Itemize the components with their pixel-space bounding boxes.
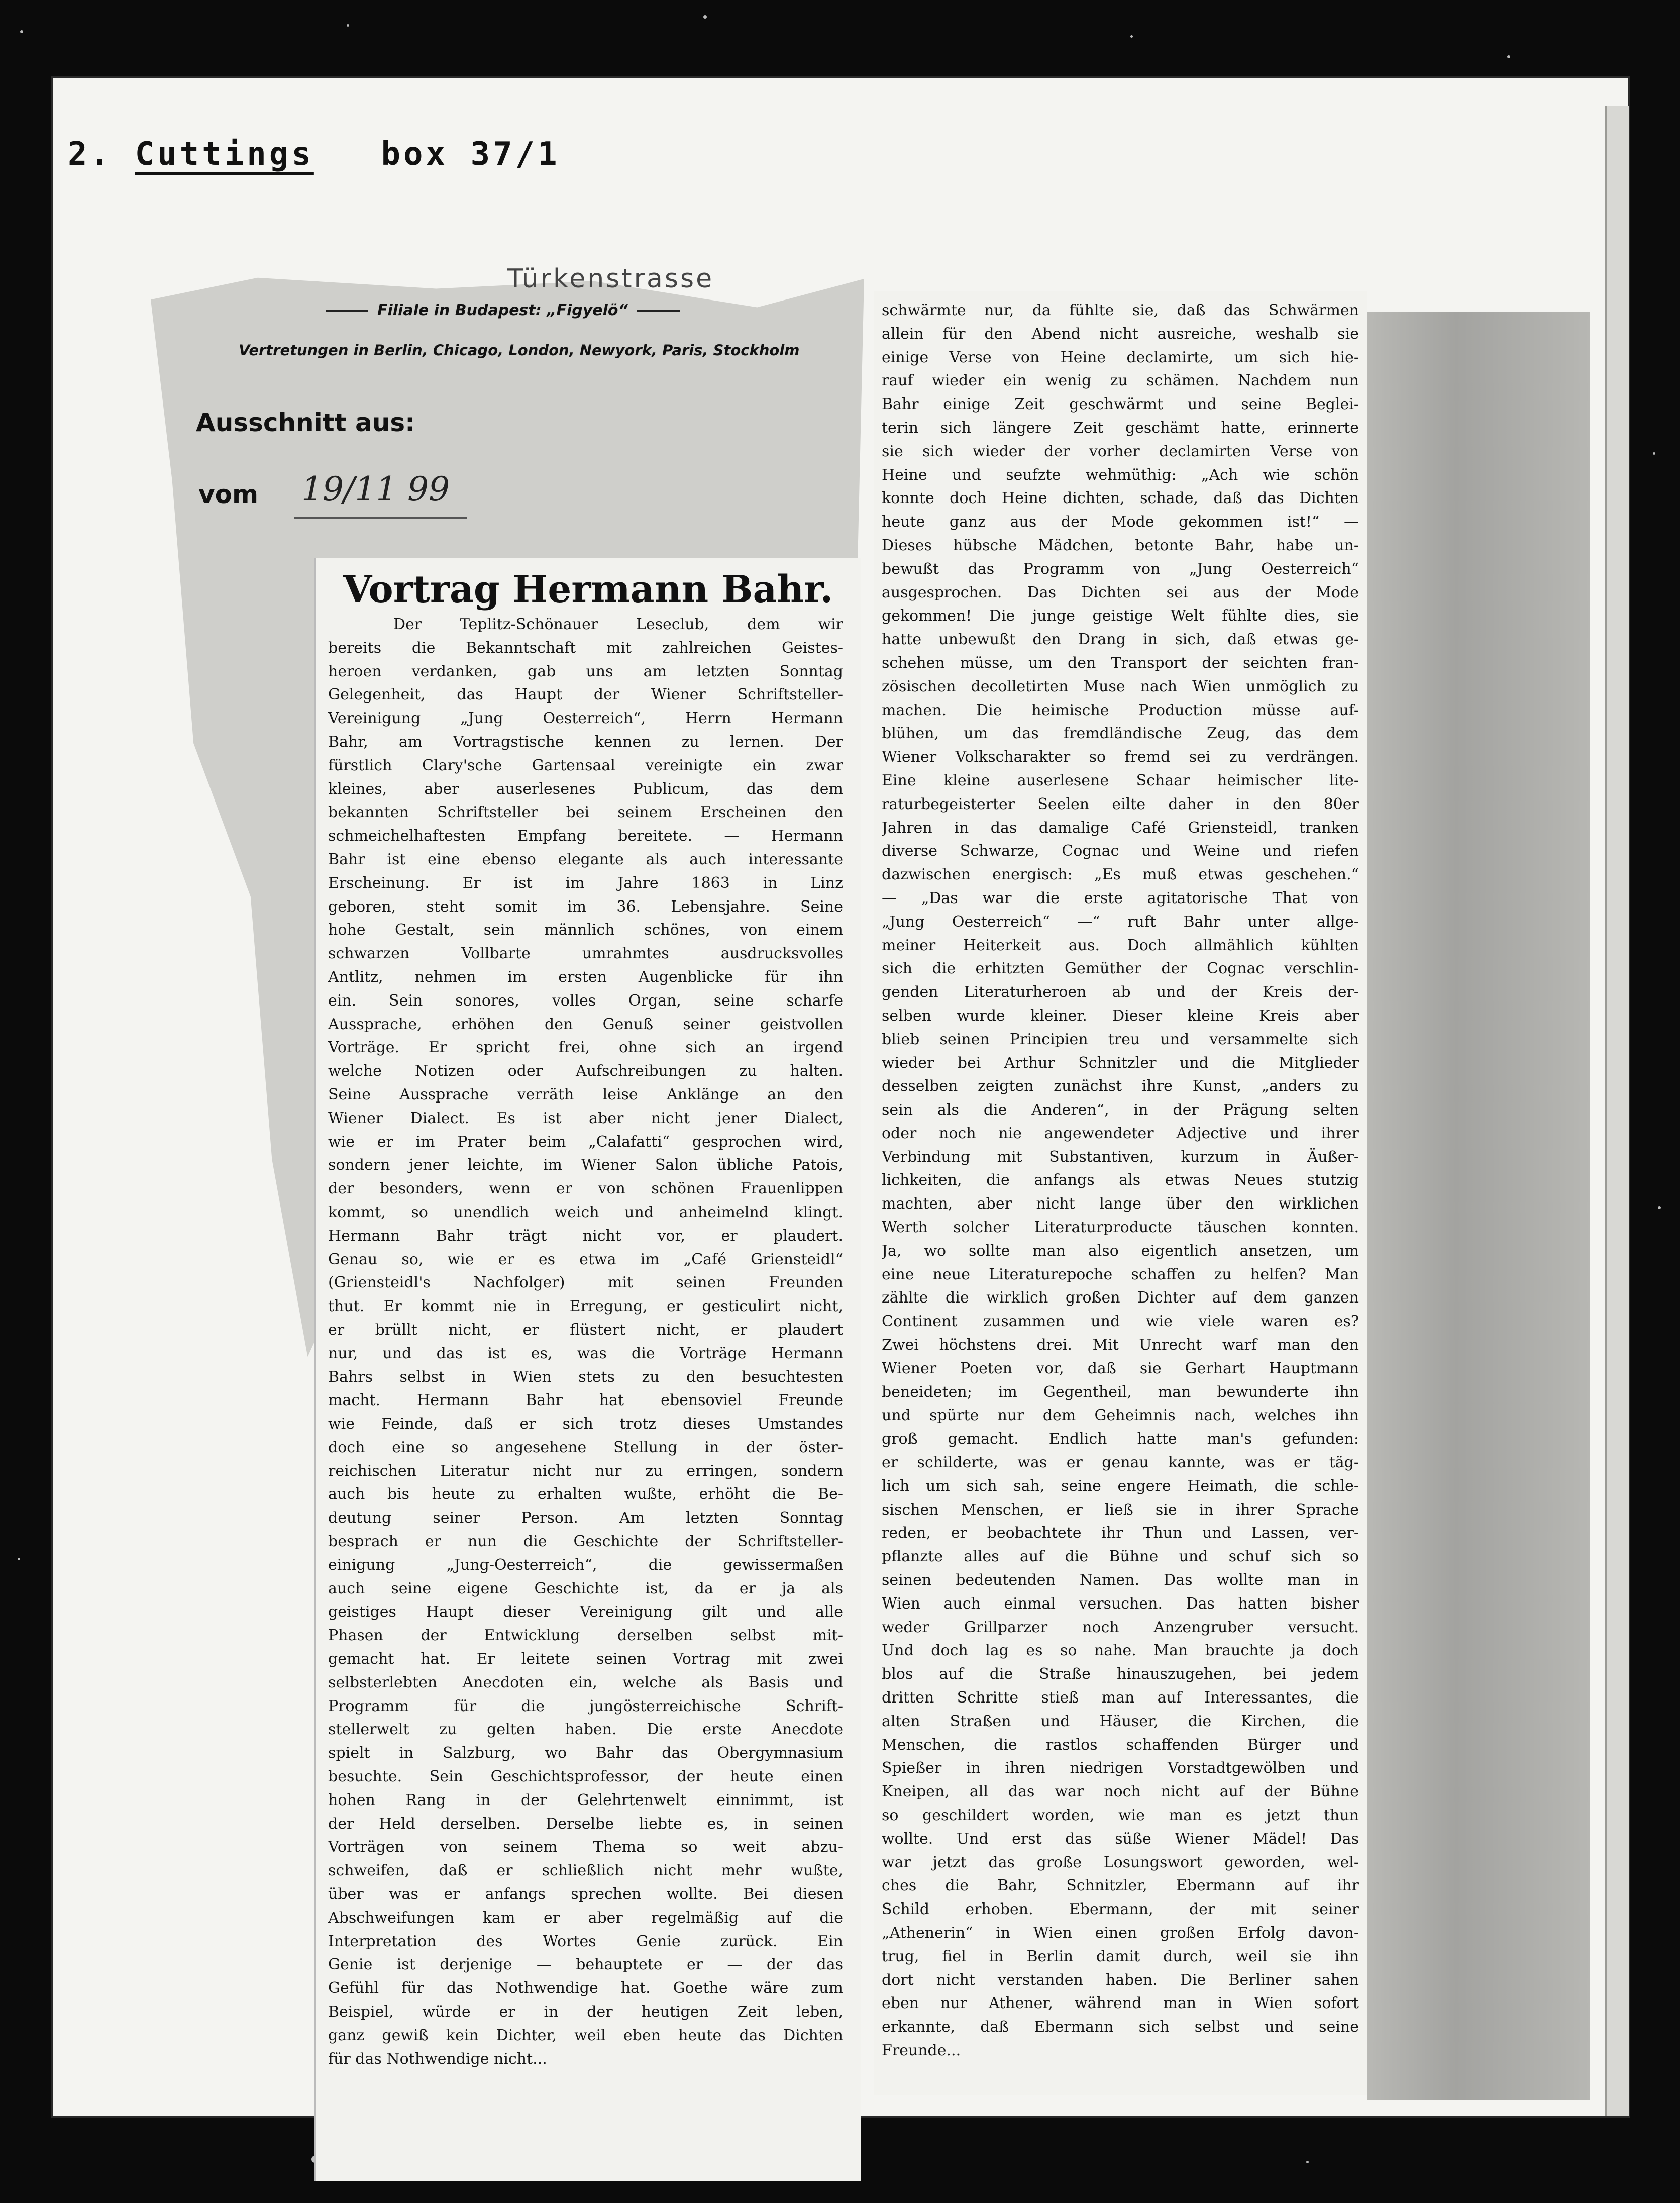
article-line: nur, und das ist es, was die Vorträge Hermann — [328, 1344, 843, 1362]
article-line: alten Straßen und Häuser, die Kirchen, die — [882, 1712, 1359, 1730]
article-line: Zwei höchstens drei. Mit Unrecht warf man den — [882, 1336, 1359, 1354]
sheet-edge — [1605, 106, 1629, 2116]
slip-representations: Vertretungen in Berlin, Chicago, London, Newyork, Paris, Stockholm — [239, 342, 800, 359]
article-line: „Jung Oesterreich“ —“ ruft Bahr unter allge- — [882, 913, 1359, 931]
article-line: Dieses hübsche Mädchen, betonte Bahr, habe un- — [882, 536, 1359, 554]
article-line: heute ganz aus der Mode gekommen ist!“ — — [882, 513, 1359, 531]
article-line: schweifen, daß er schließlich nicht mehr wußte, — [328, 1862, 843, 1880]
article-line: eine neue Literaturepoche schaffen zu helfen? Man — [882, 1265, 1359, 1283]
film-speck — [1658, 1206, 1661, 1209]
archive-header — [68, 136, 560, 173]
article-line: machten, aber nicht lange über den wirklichen — [882, 1195, 1359, 1213]
article-title: Vortrag Hermann Bahr. — [343, 568, 833, 611]
article-line: hohe Gestalt, sein männlich schönes, von einem — [328, 921, 843, 939]
article-line: Verbindung mit Substantiven, kurzum in Äußer- — [882, 1148, 1359, 1166]
article-line: Vorträgen von seinem Thema so weit abzu- — [328, 1838, 843, 1856]
article-line: wollte. Und erst das süße Wiener Mädel! Das — [882, 1830, 1359, 1848]
article-line: Genie ist derjenige — behauptete er — der das — [328, 1956, 843, 1974]
article-line: hatte unbewußt den Drang in sich, daß etwas ge- — [882, 631, 1359, 649]
article-line: welche Notizen oder Aufschreibungen zu halten. — [328, 1062, 843, 1080]
article-line: seinen bedeutenden Namen. Das wollte man in — [882, 1571, 1359, 1589]
article-line: ganz gewiß kein Dichter, weil eben heute das Dichten — [328, 2026, 843, 2044]
article-line: Der Teplitz-Schönauer Leseclub, dem wir — [393, 616, 843, 633]
film-speck — [703, 15, 707, 19]
article-line: bewußt das Programm von „Jung Oesterreich“ — [882, 560, 1359, 578]
article-line: der besonders, wenn er von schönen Frauenlippen — [328, 1180, 843, 1198]
article-line: Und doch lag es so nahe. Man brauchte ja doch — [882, 1642, 1359, 1660]
article-line: ches die Bahr, Schnitzler, Ebermann auf ihr — [882, 1877, 1359, 1895]
film-speck — [1306, 2161, 1309, 2163]
article-line: sischen Menschen, er ließ sie in ihrer Sprache — [882, 1500, 1359, 1519]
film-speck — [1507, 55, 1510, 58]
article-line: sondern jener leichte, im Wiener Salon übliche Patois, — [328, 1156, 843, 1174]
article-line: Vereinigung „Jung Oesterreich“, Herrn Hermann — [328, 710, 843, 728]
article-line: gemacht hat. Er leitete seinen Vortrag mit zwei — [328, 1650, 843, 1668]
article-line: Phasen der Entwicklung derselben selbst mit- — [328, 1627, 843, 1645]
article-line: Heine und seufzte wehmüthig: „Ach wie schön — [882, 466, 1359, 484]
article-line: heroen verdanken, gab uns am letzten Sonntag — [328, 662, 843, 680]
article-line: konnte doch Heine dichten, schade, daß das Dichten — [882, 489, 1359, 508]
article-line: Wiener Volkscharakter so fremd sei zu verdrängen. — [882, 748, 1359, 766]
article-line: Abschweifungen kam er aber regelmäßig auf die — [328, 1909, 843, 1927]
slip-branch-line: Filiale in Budapest: „Figyelö“ — [317, 302, 689, 319]
article-line: dort nicht verstanden haben. Die Berliner sahen — [882, 1971, 1359, 1989]
article-line: lichkeiten, die anfangs als etwas Neues stutzig — [882, 1171, 1359, 1189]
article-line: auch bis heute zu erhalten wußte, erhöht die Be- — [328, 1485, 843, 1504]
article-line: blieb seinen Principien treu und versammelte sich — [882, 1030, 1359, 1048]
slip-street-fragment: Türkenstrasse — [507, 264, 714, 294]
film-speck — [20, 30, 23, 33]
article-line: Programm für die jungösterreichische Schrift- — [328, 1697, 843, 1715]
article-line: Eine kleine auserlesene Schaar heimischer lite- — [882, 771, 1359, 789]
article-line: oder noch nie angewendeter Adjective und ihrer — [882, 1124, 1359, 1142]
article-line: einige Verse von Heine declamirte, um sich hie- — [882, 348, 1359, 366]
article-line: war jetzt das große Losungswort geworden, wel- — [882, 1853, 1359, 1871]
article-line: Interpretation des Wortes Genie zurück. Ein — [328, 1932, 843, 1950]
article-line: „Athenerin“ in Wien einen großen Erfolg davon- — [882, 1924, 1359, 1942]
article-line: fürstlich Clary'sche Gartensaal vereinigte ein zwar — [328, 756, 843, 774]
article-line: Menschen, die rastlos schaffenden Bürger und — [882, 1736, 1359, 1754]
article-line: wie Feinde, daß er sich trotz dieses Umstandes — [328, 1415, 843, 1433]
article-line: sich die erhitzten Gemüther der Cognac verschlin- — [882, 960, 1359, 978]
article-column-2 — [874, 291, 1367, 2095]
article-line: Gelegenheit, das Haupt der Wiener Schriftsteller- — [328, 686, 843, 704]
article-line: pflanzte alles auf die Bühne und schuf sich so — [882, 1548, 1359, 1566]
article-line: besprach er nun die Geschichte der Schriftsteller- — [328, 1533, 843, 1551]
article-line: spielt in Salzburg, wo Bahr das Obergymnasium — [328, 1744, 843, 1762]
article-line: sein als die Anderen“, in der Prägung selten — [882, 1101, 1359, 1119]
film-speck — [1653, 452, 1655, 455]
article-line: raturbegeisterter Seelen eilte daher in den 80er — [882, 795, 1359, 813]
article-line: schwarzen Vollbarte umrahmtes ausdrucksvolles — [328, 945, 843, 963]
article-line: Schild erhoben. Ebermann, der mit seiner — [882, 1900, 1359, 1919]
article-line: schmeichelhaftesten Empfang bereitete. — Hermann — [328, 827, 843, 845]
article-line: Antlitz, nehmen im ersten Augenblicke für ihn — [328, 968, 843, 986]
article-line: Bahrs selbst in Wien stets zu den besuchtesten — [328, 1368, 843, 1386]
article-line: sie sich wieder der vorher declamirten Verse von — [882, 442, 1359, 460]
article-line: (Griensteidl's Nachfolger) mit seinen Freunden — [328, 1274, 843, 1292]
article-line: so geschildert worden, wie man es jetzt thun — [882, 1807, 1359, 1824]
slip-handwritten-date: 19/11 99 — [301, 470, 450, 509]
article-line: Aussprache, erhöhen den Genuß seiner geistvollen — [328, 1015, 843, 1033]
article-line: über was er anfangs sprechen wollte. Bei diesen — [328, 1885, 843, 1904]
article-line: rauf wieder ein wenig zu schämen. Nachdem nun — [882, 372, 1359, 390]
article-line: machen. Die heimische Production müsse auf- — [882, 701, 1359, 719]
article-line: geboren, steht somit im 36. Lebensjahre. Seine — [328, 897, 843, 916]
article-line: wie er im Prater beim „Calafatti“ gesprochen wird, — [328, 1133, 843, 1151]
article-line: er schilderte, was er genau kannte, was er täg- — [882, 1454, 1359, 1472]
article-line: ein. Sein sonores, volles Organ, seine scharfe — [328, 991, 843, 1010]
article-line: deutung seiner Person. Am letzten Sonntag — [328, 1509, 843, 1527]
article-line: der Held derselben. Derselbe liebte es, in seinen — [328, 1815, 843, 1833]
article-line: Werth solcher Literaturproducte täuschen konnten. — [882, 1219, 1359, 1237]
article-line: macht. Hermann Bahr hat ebensoviel Freunde — [328, 1391, 843, 1410]
article-line: Gefühl für das Nothwendige hat. Goethe wäre zum — [328, 1979, 843, 1997]
article-line: gekommen! Die junge geistige Welt fühlte dies, sie — [882, 607, 1359, 625]
header-number: 2. — [68, 136, 113, 173]
article-line: für das Nothwendige nicht... — [328, 2050, 547, 2068]
article-column-1-text — [328, 613, 843, 2071]
article-line: zösischen decolletirten Muse nach Wien unmöglich zu — [882, 677, 1359, 695]
header-box: box 37/1 — [381, 136, 560, 173]
article-line: genden Literaturheroen ab und der Kreis der- — [882, 983, 1359, 1002]
article-line: erkannte, daß Ebermann sich selbst und seine — [882, 2018, 1359, 2036]
slip-date-underline — [294, 517, 467, 519]
slip-clipping-from: Ausschnitt aus: — [196, 408, 415, 437]
film-speck — [18, 1558, 20, 1560]
article-line: weder Grillparzer noch Anzengruber versucht. — [882, 1618, 1359, 1636]
article-line: ausgesprochen. Das Dichten sei aus der Mode — [882, 583, 1359, 602]
article-line: doch eine so angesehene Stellung in der öster- — [328, 1438, 843, 1456]
article-line: Wiener Poeten vor, daß sie Gerhart Hauptmann — [882, 1359, 1359, 1377]
article-line: bereits die Bekanntschaft mit zahlreichen Geistes- — [328, 639, 843, 657]
article-line: er brüllt nicht, er flüstert nicht, er plaudert — [328, 1321, 843, 1339]
article-line: dritten Schritte stieß man auf Interessantes, die — [882, 1689, 1359, 1707]
article-line: terin sich längere Zeit geschämt hatte, erinnerte — [882, 419, 1359, 437]
article-line: hohen Rang in der Gelehrtenwelt einnimmt, ist — [328, 1791, 843, 1809]
article-line: schwärmte nur, da fühlte sie, daß das Schwärmen — [882, 302, 1359, 319]
article-column-1 — [314, 558, 861, 2181]
article-line: kommt, so unendlich weich und anheimelnd klingt. — [328, 1203, 843, 1221]
article-line: Beispiel, würde er in der heutigen Zeit leben, — [328, 2003, 843, 2021]
article-line: diverse Schwarze, Cognac und Weine und riefen — [882, 842, 1359, 860]
film-speck — [1130, 35, 1133, 38]
article-line: Wien auch einmal versuchen. Das hatten bisher — [882, 1594, 1359, 1613]
article-line: thut. Er kommt nie in Erregung, er gesticulirt nicht, — [328, 1297, 843, 1316]
article-line: wieder bei Arthur Schnitzler und die Mitglieder — [882, 1054, 1359, 1072]
article-line: Bahr einige Zeit geschwärmt und seine Beglei- — [882, 395, 1359, 414]
mount-shadow — [1367, 312, 1590, 2100]
article-line: Spießer in ihren niedrigen Vorstadtgewölben und — [882, 1759, 1359, 1777]
article-line: Vorträge. Er spricht frei, ohne sich an irgend — [328, 1039, 843, 1057]
article-line: desselben zeigten zunächst ihre Kunst, „anders zu — [882, 1077, 1359, 1095]
article-line: stellerwelt zu gelten haben. Die erste Anecdote — [328, 1721, 843, 1739]
slip-date-label: vom — [198, 480, 259, 509]
article-line: reden, er beobachtete ihr Thun und Lassen, ver- — [882, 1524, 1359, 1542]
article-line: auch seine eigene Geschichte ist, da er ja als — [328, 1579, 843, 1597]
article-line: Bahr, am Vortragstische kennen zu lernen. Der — [328, 733, 843, 751]
article-line: Ja, wo sollte man also eigentlich ansetzen, um — [882, 1242, 1359, 1260]
article-line: selbsterlebten Anecdoten ein, welche als Basis und — [328, 1673, 843, 1691]
article-line: Kneipen, all das war noch nicht auf der Bühne — [882, 1783, 1359, 1801]
article-line: besuchte. Sein Geschichtsprofessor, der heute einen — [328, 1768, 843, 1786]
article-line: geistiges Haupt dieser Vereinigung gilt und alle — [328, 1603, 843, 1621]
header-label: Cuttings — [135, 136, 314, 173]
article-line: Genau so, wie er es etwa im „Café Griensteidl“ — [328, 1250, 843, 1268]
article-line: beneideten; im Gegentheil, man bewunderte ihn — [882, 1383, 1359, 1401]
article-line: trug, fiel in Berlin damit durch, weil sie ihn — [882, 1947, 1359, 1965]
article-line: Jahren in das damalige Café Griensteidl, tranken — [882, 819, 1359, 837]
article-line: zählte die wirklich großen Dichter auf dem ganzen — [882, 1289, 1359, 1307]
article-line: lich um sich sah, seine engere Heimath, die schle- — [882, 1477, 1359, 1495]
film-speck — [347, 24, 349, 27]
article-line: groß gemacht. Endlich hatte man's gefunden: — [882, 1430, 1359, 1448]
article-line: allein für den Abend nicht ausreiche, weshalb sie — [882, 325, 1359, 343]
article-line: Continent zusammen und wie viele waren es? — [882, 1313, 1359, 1331]
article-line: meiner Heiterkeit aus. Doch allmählich kühlten — [882, 936, 1359, 954]
article-column-2-text — [882, 299, 1359, 2063]
article-line: Seine Aussprache verräth leise Anklänge an den — [328, 1085, 843, 1104]
article-line: schehen müsse, um den Transport der seichten fran- — [882, 654, 1359, 672]
article-line: reichischen Literatur nicht nur zu erringen, sondern — [328, 1462, 843, 1480]
article-line: eben nur Athener, während man in Wien sofort — [882, 1994, 1359, 2013]
article-line: dazwischen energisch: „Es muß etwas geschehen.“ — [882, 866, 1359, 884]
article-line: einigung „Jung-Oesterreich“, die gewissermaßen — [328, 1556, 843, 1574]
article-line: Hermann Bahr trägt nicht vor, er plaudert. — [328, 1227, 843, 1245]
article-line: bekannten Schriftsteller bei seinem Erscheinen den — [328, 804, 843, 822]
article-line: selben wurde kleiner. Dieser kleine Kreis aber — [882, 1007, 1359, 1025]
article-line: Bahr ist eine ebenso elegante als auch interessante — [328, 850, 843, 868]
article-line: Wiener Dialect. Es ist aber nicht jener Dialect, — [328, 1109, 843, 1127]
article-line: kleines, aber auserlesenes Publicum, das dem — [328, 780, 843, 798]
article-line: Freunde... — [882, 2041, 961, 2059]
article-line: blos auf die Straße hinauszugehen, bei jedem — [882, 1665, 1359, 1683]
article-line: blühen, um das fremdländische Zeug, das dem — [882, 725, 1359, 743]
article-line: und spürte nur dem Geheimnis nach, welches ihn — [882, 1407, 1359, 1425]
article-line: — „Das war die erste agitatorische That von — [882, 889, 1359, 907]
article-line: Erscheinung. Er ist im Jahre 1863 in Linz — [328, 874, 843, 892]
